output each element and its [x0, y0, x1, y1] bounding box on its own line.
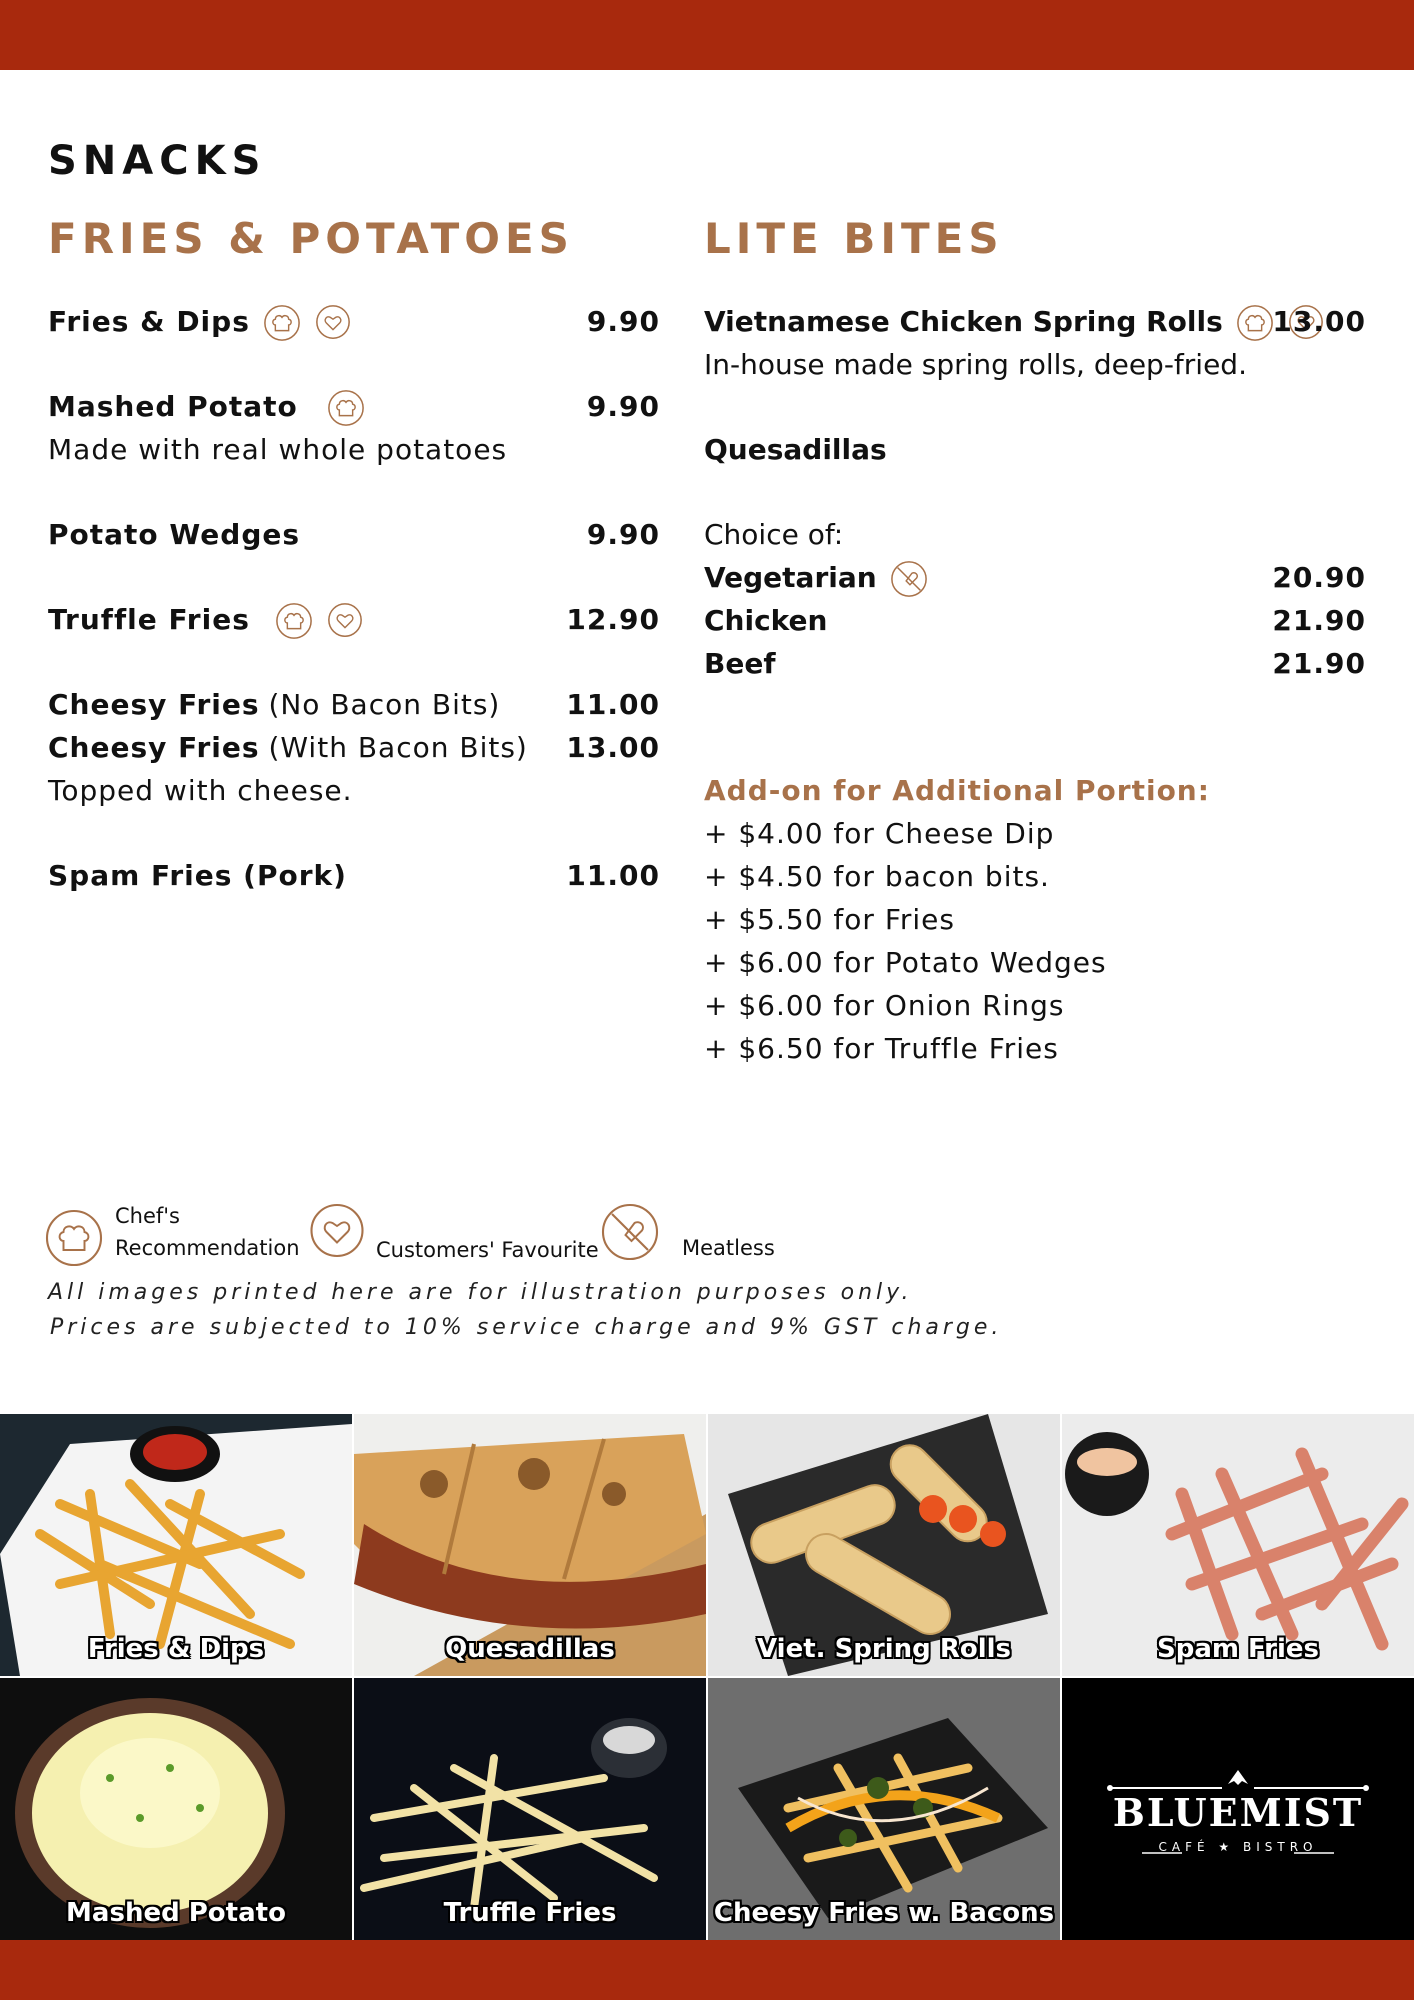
item-description: Topped with cheese.: [48, 774, 353, 807]
bottom-banner: [0, 1940, 1414, 2000]
brand-logo-tile: [1062, 1678, 1414, 1940]
photo-cheesy-fries: [708, 1678, 1060, 1940]
legend-meatless: Meatless: [682, 1236, 775, 1260]
item-price: 11.00: [566, 688, 660, 721]
option-vegetarian: [704, 556, 1366, 599]
item-name: Quesadillas: [704, 433, 887, 466]
menu-item-cheesy-fries-bacon: [48, 726, 660, 769]
photo-caption: Spam Fries: [1157, 1634, 1319, 1664]
photo-truffle-fries: [354, 1678, 706, 1940]
item-note: (With Bacon Bits): [268, 731, 528, 764]
item-price: 11.00: [566, 859, 660, 892]
category-title-lite-bites: LITE BITES: [704, 214, 1004, 263]
brand-logo-subtitle: CAFÉ ★ BISTRO: [1158, 1840, 1318, 1854]
photo-caption: Truffle Fries: [443, 1898, 617, 1928]
heart-icon: [307, 1202, 367, 1262]
photo-quesadillas: [354, 1414, 706, 1676]
item-name: Cheesy Fries: [48, 688, 260, 721]
meatless-icon: [890, 560, 928, 598]
chef-icon: [275, 602, 313, 640]
item-name: Mashed Potato: [48, 390, 298, 423]
heart-icon: [314, 304, 352, 342]
fries-column: [48, 300, 660, 897]
addon-line: + $6.00 for Onion Rings: [704, 989, 1065, 1022]
category-title-fries: FRIES & POTATOES: [48, 214, 574, 263]
menu-item-quesadillas: [704, 428, 1366, 471]
top-banner: [0, 0, 1414, 70]
option-name: Vegetarian: [704, 561, 877, 594]
photo-caption: Quesadillas: [445, 1634, 615, 1664]
addon-line: + $6.50 for Truffle Fries: [704, 1032, 1059, 1065]
item-name: Potato Wedges: [48, 518, 301, 551]
item-name: Spam Fries (Pork): [48, 859, 347, 892]
option-price: 21.90: [1272, 647, 1366, 680]
addon-title: Add-on for Additional Portion:: [704, 774, 1210, 807]
item-price: 9.90: [586, 305, 660, 338]
option-name: Chicken: [704, 604, 828, 637]
menu-item-spring-rolls: [704, 300, 1366, 343]
menu-item-cheesy-fries-no-bacon: [48, 683, 660, 726]
section-title: SNACKS: [48, 138, 267, 184]
chef-icon: [263, 304, 301, 342]
photo-fries-dips: [0, 1414, 352, 1676]
legend-favourite: Customers' Favourite: [376, 1238, 599, 1262]
lite-bites-column: [704, 300, 1366, 1070]
menu-item-fries-dips: [48, 300, 660, 343]
item-name: Truffle Fries: [48, 603, 250, 636]
option-price: 20.90: [1272, 561, 1366, 594]
legend-chef-line1: Chef's: [115, 1204, 180, 1228]
chef-icon: [327, 389, 365, 427]
item-price: 9.90: [586, 390, 660, 423]
menu-item-potato-wedges: [48, 513, 660, 556]
option-beef: [704, 642, 1366, 685]
option-chicken: [704, 599, 1366, 642]
photo-caption: Cheesy Fries w. Bacons: [713, 1898, 1055, 1928]
photo-spring-rolls: [708, 1414, 1060, 1676]
item-description: In-house made spring rolls, deep-fried.: [704, 348, 1247, 381]
heart-icon: [326, 602, 364, 640]
option-name: Beef: [704, 647, 776, 680]
item-price: 13.00: [566, 731, 660, 764]
item-name: Vietnamese Chicken Spring Rolls: [704, 305, 1223, 338]
addon-line: + $5.50 for Fries: [704, 903, 955, 936]
item-name: Cheesy Fries: [48, 731, 260, 764]
photo-grid: [0, 1414, 1414, 1940]
photo-mashed-potato: [0, 1678, 352, 1940]
menu-item-spam-fries: [48, 854, 660, 897]
brand-logo-name: BLUEMIST: [1112, 1790, 1364, 1835]
choice-label: Choice of:: [704, 518, 844, 551]
option-price: 21.90: [1272, 604, 1366, 637]
meatless-icon: [600, 1202, 660, 1262]
menu-item-mashed-potato: [48, 385, 660, 428]
disclaimer-line2: Prices are subjected to 10% service charge and 9% GST charge.: [50, 1315, 1003, 1340]
item-name: Fries & Dips: [48, 305, 250, 338]
photo-caption: Viet. Spring Rolls: [757, 1634, 1011, 1664]
photo-caption: Fries & Dips: [87, 1634, 265, 1664]
disclaimer-line1: All images printed here are for illustration purposes only.: [48, 1280, 913, 1305]
photo-caption: Mashed Potato: [66, 1898, 286, 1928]
addon-line: + $4.50 for bacon bits.: [704, 860, 1050, 893]
item-price: 12.90: [566, 603, 660, 636]
item-price: 9.90: [586, 518, 660, 551]
item-note: (No Bacon Bits): [268, 688, 501, 721]
chef-icon: [1236, 304, 1274, 342]
photo-spam-fries: [1062, 1414, 1414, 1676]
item-price: 13.00: [1272, 305, 1366, 338]
addon-line: + $4.00 for Cheese Dip: [704, 817, 1055, 850]
item-description: Made with real whole potatoes: [48, 433, 508, 466]
chef-icon: [44, 1208, 104, 1268]
menu-item-truffle-fries: [48, 598, 660, 641]
legend-chef-line2: Recommendation: [115, 1236, 300, 1260]
addon-line: + $6.00 for Potato Wedges: [704, 946, 1107, 979]
